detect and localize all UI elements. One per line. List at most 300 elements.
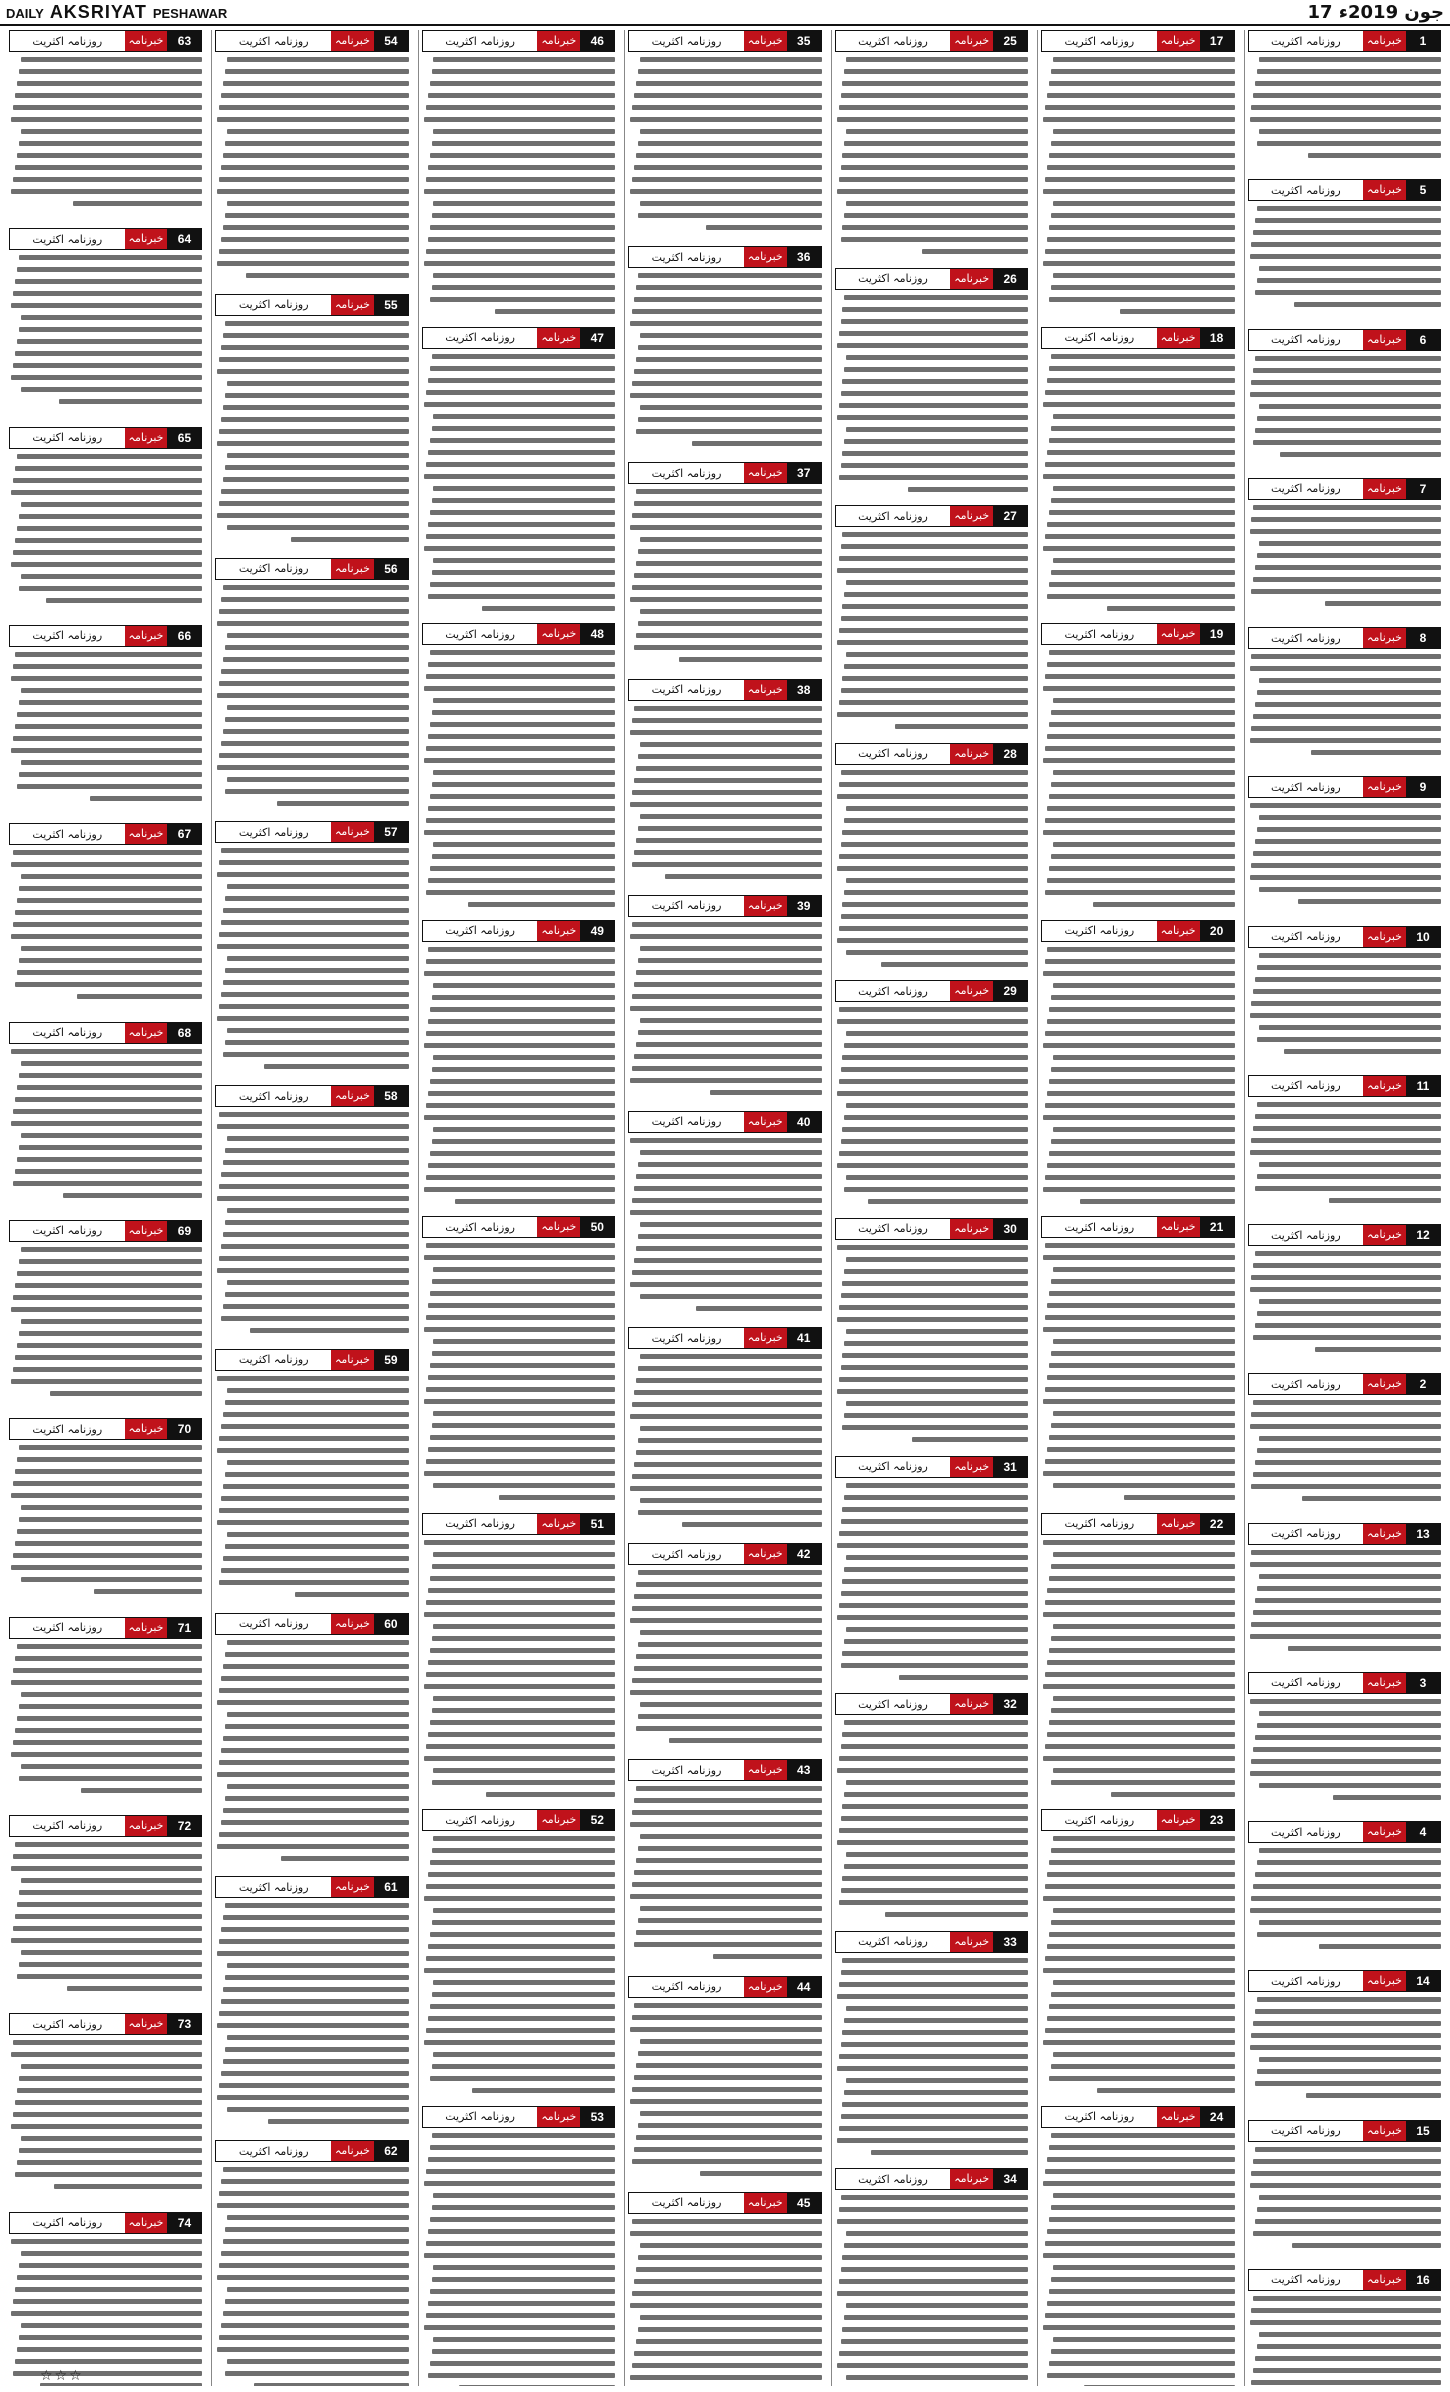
section-badge: خبرنامہ: [744, 463, 787, 483]
text-line: [468, 902, 615, 907]
text-line: [15, 351, 203, 356]
news-item-number: 16: [1406, 2270, 1440, 2290]
text-line: [217, 369, 408, 374]
text-line: [223, 1232, 409, 1237]
text-line: [77, 994, 203, 999]
text-line: [1047, 93, 1235, 98]
section-badge: خبرنامہ: [744, 2193, 787, 2213]
text-line: [841, 463, 1029, 468]
text-line: [634, 2003, 822, 2008]
text-line: [227, 525, 409, 530]
section-badge: خبرنامہ: [125, 2014, 168, 2034]
text-line: [217, 441, 408, 446]
text-line: [13, 1926, 203, 1931]
text-line: [19, 2335, 203, 2340]
text-line: [1325, 601, 1441, 606]
text-line: [433, 486, 615, 491]
text-line: [837, 415, 1028, 420]
text-line: [1045, 177, 1235, 182]
text-line: [638, 754, 822, 759]
text-line: [638, 1510, 822, 1515]
news-item: [835, 505, 1028, 737]
text-line: [21, 2251, 203, 2256]
text-line: [1253, 1472, 1441, 1477]
text-line: [632, 105, 822, 110]
text-line: [630, 2027, 821, 2032]
text-line: [1051, 2349, 1235, 2354]
text-line: [1053, 414, 1235, 419]
text-line: [1053, 983, 1235, 988]
text-line: [17, 2275, 203, 2280]
news-item-body: [835, 1718, 1028, 1925]
text-line: [217, 1951, 408, 1956]
text-line: [1257, 1102, 1441, 1107]
text-line: [1053, 1267, 1235, 1272]
text-line: [1045, 249, 1235, 254]
text-line: [636, 153, 822, 158]
text-line: [19, 1962, 203, 1967]
text-line: [426, 462, 616, 467]
text-line: [1053, 770, 1235, 775]
text-line: [19, 327, 203, 332]
text-line: [11, 2124, 202, 2129]
text-line: [630, 934, 821, 939]
text-line: [424, 830, 615, 835]
text-line: [225, 321, 409, 326]
text-line: [1051, 1423, 1235, 1428]
text-line: [1251, 380, 1441, 385]
text-line: [839, 556, 1029, 561]
text-line: [844, 1115, 1028, 1120]
text-line: [1253, 1884, 1441, 1889]
text-line: [837, 568, 1028, 573]
text-line: [632, 2087, 822, 2092]
news-item: [215, 294, 408, 552]
text-line: [1047, 1732, 1235, 1737]
text-line: [430, 866, 616, 871]
section-badge: خبرنامہ: [950, 506, 993, 526]
news-item-number: 30: [993, 1219, 1027, 1239]
text-line: [1251, 2033, 1441, 2038]
text-line: [636, 1378, 822, 1383]
news-item-header: [215, 1085, 408, 1107]
news-item-number: 2: [1406, 1374, 1440, 1394]
text-line: [15, 466, 203, 471]
text-line: [640, 814, 822, 819]
text-line: [844, 1567, 1028, 1572]
section-title: روزنامہ اکثریت: [1270, 930, 1341, 943]
text-line: [842, 451, 1028, 456]
section-title: روزنامہ اکثریت: [1270, 333, 1341, 346]
news-item-body: [1041, 1538, 1234, 1804]
text-line: [221, 1748, 409, 1753]
text-line: [426, 674, 616, 679]
text-line: [1051, 995, 1235, 1000]
text-line: [223, 908, 409, 913]
text-line: [634, 93, 822, 98]
news-item: [422, 1809, 615, 2100]
news-item-number: 36: [787, 247, 821, 267]
text-line: [430, 1860, 616, 1865]
text-line: [841, 1139, 1029, 1144]
text-line: [225, 2227, 409, 2232]
text-line: [839, 2351, 1029, 2356]
text-line: [839, 331, 1029, 336]
text-line: [428, 2157, 616, 2162]
text-line: [1051, 1636, 1235, 1641]
news-item-body: [628, 1352, 821, 1537]
text-line: [217, 944, 408, 949]
news-item-number: 31: [993, 1457, 1027, 1477]
news-item: [1041, 920, 1234, 1211]
text-line: [17, 1085, 203, 1090]
news-item-header: [215, 821, 408, 843]
news-item: [215, 2140, 408, 2386]
text-line: [225, 1040, 409, 1045]
text-line: [428, 734, 616, 739]
section-title: روزنامہ اکثریت: [651, 250, 722, 264]
text-line: [1051, 498, 1235, 503]
news-item-header: [628, 30, 821, 52]
text-line: [1043, 758, 1234, 763]
news-item-header: [422, 30, 615, 52]
text-line: [73, 201, 203, 206]
text-line: [428, 2016, 616, 2021]
news-item-number: 58: [374, 1086, 408, 1106]
text-line: [632, 177, 822, 182]
text-line: [17, 1343, 203, 1348]
text-line: [844, 2090, 1028, 2095]
section-title: روزنامہ اکثریت: [651, 683, 722, 697]
text-line: [837, 189, 1028, 194]
section-title: روزنامہ اکثریت: [1064, 1517, 1135, 1530]
text-line: [632, 1270, 822, 1275]
text-line: [1302, 1496, 1441, 1501]
news-item-body: [1041, 55, 1234, 321]
news-item-body: [835, 1243, 1028, 1450]
text-line: [1253, 1335, 1441, 1340]
section-badge: خبرنامہ: [744, 1112, 787, 1132]
text-line: [682, 1522, 821, 1527]
text-line: [1051, 1067, 1235, 1072]
text-line: [638, 345, 822, 350]
text-line: [636, 489, 822, 494]
section-badge: خبرنامہ: [950, 981, 993, 1001]
text-line: [21, 1764, 203, 1769]
text-line: [1045, 1600, 1235, 1605]
text-line: [638, 1366, 822, 1371]
text-line: [225, 2371, 409, 2376]
text-line: [1255, 2147, 1441, 2152]
section-badge: خبرنامہ: [331, 1877, 374, 1897]
text-line: [632, 1402, 822, 1407]
text-line: [13, 1740, 203, 1745]
text-line: [710, 1090, 822, 1095]
text-line: [1043, 2253, 1234, 2258]
section-title: روزنامہ اکثریت: [1270, 2273, 1341, 2287]
text-line: [636, 766, 822, 771]
text-line: [634, 1054, 822, 1059]
text-line: [1043, 2181, 1234, 2186]
text-line: [1051, 1279, 1235, 1284]
news-item-header: [628, 679, 821, 701]
section-badge: خبرنامہ: [331, 295, 374, 315]
text-line: [837, 2219, 1028, 2224]
news-item-body: [1248, 503, 1441, 621]
text-line: [426, 1243, 616, 1248]
news-item-number: 50: [580, 1217, 614, 1237]
text-line: [15, 1656, 203, 1661]
text-line: [640, 2243, 822, 2248]
text-line: [1043, 1756, 1234, 1761]
section-title: روزنامہ اکثریت: [858, 2172, 928, 2186]
news-item-header: [835, 30, 1028, 52]
text-line: [837, 2138, 1028, 2143]
text-line: [11, 490, 202, 495]
text-line: [227, 1460, 409, 1465]
news-item-body: [1248, 1100, 1441, 1218]
text-line: [1250, 1562, 1441, 1567]
text-line: [841, 319, 1029, 324]
news-item-body: [628, 487, 821, 672]
text-line: [634, 501, 822, 506]
text-line: [1045, 1175, 1235, 1180]
text-line: [1250, 2045, 1441, 2050]
text-line: [221, 165, 409, 170]
text-line: [846, 427, 1028, 432]
section-badge: خبرنامہ: [1363, 1225, 1406, 1245]
text-line: [15, 165, 203, 170]
news-item-body: [835, 768, 1028, 975]
news-item: [1041, 327, 1234, 618]
text-line: [1251, 2380, 1441, 2385]
text-line: [636, 1450, 822, 1455]
text-line: [1047, 378, 1235, 383]
text-line: [426, 1031, 616, 1036]
text-line: [1047, 522, 1235, 527]
text-line: [430, 1151, 616, 1156]
text-line: [638, 1438, 822, 1443]
news-item-number: 68: [167, 1023, 201, 1043]
news-item-number: 46: [580, 31, 614, 51]
text-line: [630, 1690, 821, 1695]
text-line: [430, 366, 616, 371]
text-line: [15, 1541, 203, 1546]
text-line: [424, 1756, 615, 1761]
text-line: [630, 2375, 821, 2380]
news-item: [9, 2013, 202, 2205]
text-line: [841, 93, 1029, 98]
text-line: [426, 534, 616, 539]
text-line: [1053, 1908, 1235, 1913]
news-item-header: [9, 228, 202, 250]
text-line: [1053, 1339, 1235, 1344]
section-badge: خبرنامہ: [950, 1694, 993, 1714]
news-item-body: [215, 1110, 408, 1343]
text-line: [11, 1121, 202, 1126]
text-line: [1045, 1744, 1235, 1749]
news-item-body: [628, 2217, 821, 2386]
text-line: [430, 1720, 616, 1725]
text-line: [223, 1664, 409, 1669]
text-line: [846, 580, 1028, 585]
text-line: [1250, 529, 1441, 534]
text-line: [839, 1305, 1029, 1310]
text-line: [19, 255, 203, 260]
text-line: [632, 381, 822, 386]
text-line: [632, 1606, 822, 1611]
text-line: [426, 746, 616, 751]
text-line: [11, 303, 202, 308]
section-badge: خبرنامہ: [537, 2107, 580, 2127]
news-item-header: [1248, 30, 1441, 52]
text-line: [424, 1043, 615, 1048]
news-item-header: [9, 2013, 202, 2035]
news-item-body: [422, 1834, 615, 2100]
section-title: روزنامہ اکثریت: [651, 1115, 722, 1129]
news-item: [422, 1513, 615, 1804]
text-line: [424, 117, 615, 122]
text-line: [15, 1728, 203, 1733]
text-line: [632, 2159, 822, 2164]
text-line: [424, 1327, 615, 1332]
text-line: [430, 794, 616, 799]
text-line: [634, 1666, 822, 1671]
text-line: [1251, 517, 1441, 522]
news-item-number: 63: [167, 31, 201, 51]
text-line: [430, 297, 616, 302]
text-line: [432, 69, 616, 74]
text-line: [219, 932, 409, 937]
text-line: [432, 498, 616, 503]
section-title: روزنامہ اکثریت: [1270, 1825, 1341, 1839]
text-line: [1250, 2183, 1441, 2188]
section-badge: خبرنامہ: [1157, 1217, 1200, 1237]
section-badge: خبرنامہ: [125, 1816, 168, 1836]
text-line: [841, 616, 1029, 621]
text-line: [842, 604, 1028, 609]
text-line: [459, 2385, 616, 2387]
section-title: روزنامہ اکثریت: [238, 825, 309, 839]
text-line: [841, 2195, 1029, 2200]
text-line: [19, 700, 203, 705]
text-line: [13, 736, 203, 741]
news-item-body: [215, 1638, 408, 1871]
section-badge: خبرنامہ: [744, 1544, 787, 1564]
news-item-body: [215, 55, 408, 288]
text-line: [430, 1363, 616, 1368]
text-line: [1255, 1872, 1441, 1877]
text-line: [839, 1377, 1029, 1382]
text-line: [844, 890, 1028, 895]
text-line: [433, 1908, 615, 1913]
text-line: [1253, 1400, 1441, 1405]
text-line: [846, 1175, 1028, 1180]
text-line: [1045, 890, 1235, 895]
text-line: [432, 141, 616, 146]
text-line: [428, 594, 616, 599]
news-item-number: 42: [787, 1544, 821, 1564]
text-line: [1051, 2133, 1235, 2138]
text-line: [225, 896, 409, 901]
text-line: [13, 2040, 203, 2045]
text-line: [1250, 1634, 1441, 1639]
text-line: [291, 537, 409, 542]
text-line: [841, 1365, 1029, 1370]
text-line: [1049, 866, 1235, 871]
news-item: [1041, 623, 1234, 914]
text-line: [1047, 1163, 1235, 1168]
text-line: [1257, 1723, 1441, 1728]
text-line: [842, 307, 1028, 312]
section-badge: خبرنامہ: [1157, 31, 1200, 51]
text-line: [225, 789, 409, 794]
text-line: [281, 1856, 409, 1861]
text-line: [428, 1019, 616, 1024]
text-line: [1255, 218, 1441, 223]
text-line: [11, 1307, 202, 1312]
section-badge: خبرنامہ: [1363, 2270, 1406, 2290]
text-line: [638, 2327, 822, 2332]
news-page: [6, 30, 1444, 2386]
text-line: [839, 105, 1029, 110]
text-line: [1107, 606, 1235, 611]
text-line: [219, 1436, 409, 1441]
text-line: [634, 2147, 822, 2152]
text-line: [21, 2064, 203, 2069]
text-line: [638, 958, 822, 963]
text-line: [227, 633, 409, 638]
news-item-number: 9: [1406, 777, 1440, 797]
news-item-body: [835, 1005, 1028, 1212]
section-badge: خبرنامہ: [125, 229, 168, 249]
news-item: [9, 1220, 202, 1412]
section-title: روزنامہ اکثریت: [1064, 924, 1135, 937]
news-item-number: 74: [167, 2213, 201, 2233]
text-line: [1051, 1992, 1235, 1997]
text-line: [1259, 1783, 1441, 1788]
text-line: [638, 549, 822, 554]
text-line: [846, 57, 1028, 62]
text-line: [634, 2351, 822, 2356]
text-line: [640, 129, 822, 134]
text-line: [227, 777, 409, 782]
section-title: روزنامہ اکثریت: [238, 34, 309, 48]
news-item: [215, 30, 408, 288]
text-line: [54, 2184, 203, 2189]
text-line: [11, 2239, 202, 2244]
text-line: [841, 2042, 1029, 2047]
section-title: روزنامہ اکثریت: [858, 272, 928, 286]
text-line: [632, 1882, 822, 1887]
text-line: [1053, 1055, 1235, 1060]
text-line: [640, 2315, 822, 2320]
text-line: [1045, 1387, 1235, 1392]
news-item: [1248, 2269, 1441, 2386]
text-line: [669, 1738, 822, 1743]
text-line: [424, 1187, 615, 1192]
text-line: [841, 165, 1029, 170]
text-line: [1043, 261, 1234, 266]
text-line: [217, 261, 408, 266]
text-line: [81, 1788, 203, 1793]
text-line: [19, 1445, 203, 1450]
text-line: [1051, 1708, 1235, 1713]
text-line: [837, 794, 1028, 799]
text-line: [844, 2018, 1028, 2023]
text-line: [1049, 153, 1235, 158]
section-title: روزنامہ اکثریت: [1270, 1527, 1341, 1540]
